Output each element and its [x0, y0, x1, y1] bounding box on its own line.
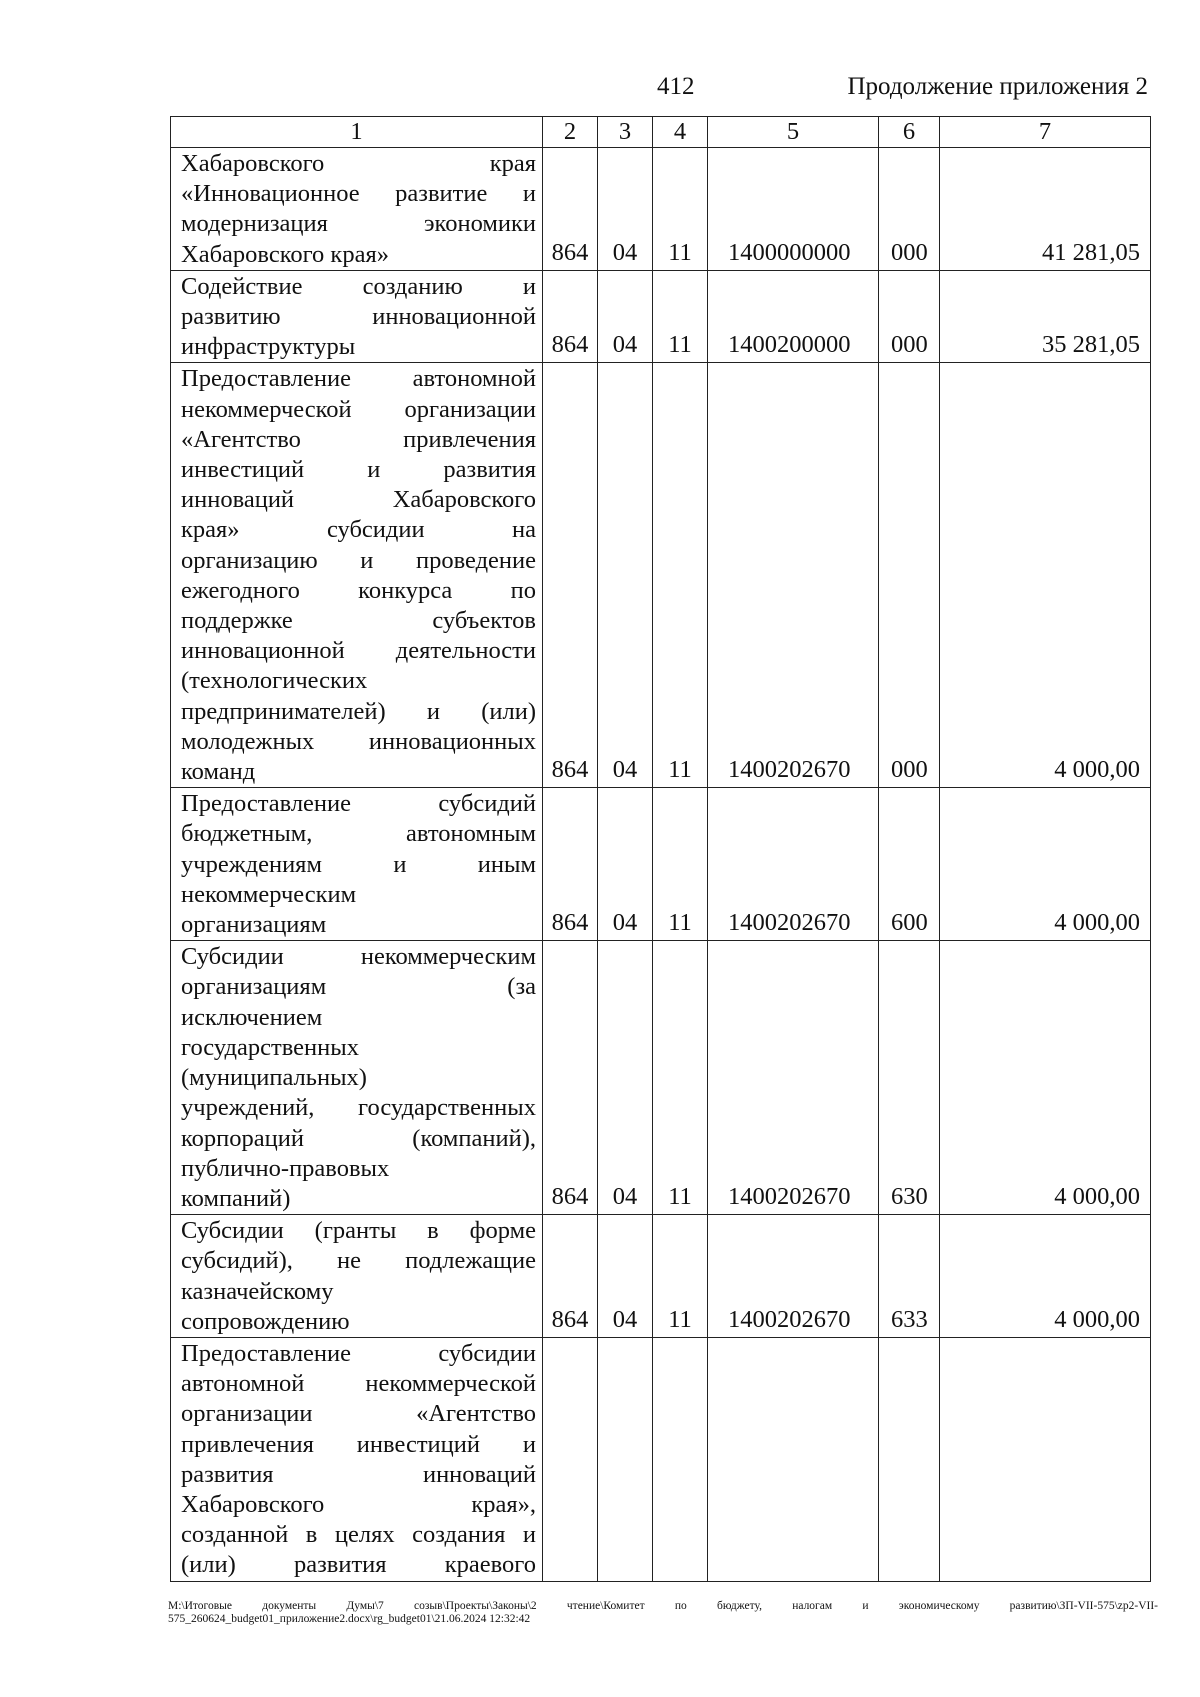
description-line: (муниципальных)	[181, 1064, 367, 1092]
target-article-code	[708, 1337, 879, 1581]
section-code: 04	[598, 363, 653, 788]
description-line: компаний)	[181, 1184, 291, 1212]
target-article-code: 1400000000	[708, 148, 879, 271]
admin-code: 864	[543, 941, 598, 1215]
description-line: организацию и проведение	[181, 546, 536, 574]
description-line: (технологических	[181, 667, 368, 695]
amount: 4 000,00	[940, 788, 1151, 941]
expense-type-code: 600	[879, 788, 940, 941]
table-row	[171, 788, 1151, 941]
footer-line: 575_260624_budget01_приложение2.docx\rg_budget01\21.06.2024 12:32:42	[168, 1613, 531, 1625]
amount: 4 000,00	[940, 1215, 1151, 1338]
target-article-code: 1400202670	[708, 788, 879, 941]
subsection-code: 11	[653, 148, 708, 271]
section-code: 04	[598, 270, 653, 363]
row-description	[171, 363, 543, 788]
description-line: молодежных инновационных	[181, 727, 536, 755]
footer-line: М:\Итоговые документы Думы\7 созыв\Проекты\Законы\2 чтение\Комитет по бюджету, налогам и экономическому развитию\ЗП-VII-575\zp2-VII-	[168, 1600, 1158, 1612]
description-line: публично-правовых	[181, 1154, 390, 1182]
amount: 4 000,00	[940, 363, 1151, 788]
description-line: «Инновационное развитие и	[181, 180, 536, 208]
description-line: Хабаровского края	[181, 150, 536, 177]
description-line: автономной некоммерческой	[181, 1370, 536, 1398]
description-line: инноваций Хабаровского	[181, 486, 536, 514]
description-line: исключением	[181, 1003, 323, 1031]
section-code: 04	[598, 788, 653, 941]
page-number: 412	[657, 73, 695, 100]
description-line: модернизация экономики	[181, 210, 536, 238]
amount: 4 000,00	[940, 941, 1151, 1215]
target-article-code: 1400202670	[708, 1215, 879, 1338]
admin-code: 864	[543, 270, 598, 363]
budget-table	[170, 116, 1151, 1582]
column-header: 4	[653, 117, 708, 148]
expense-type-code: 630	[879, 941, 940, 1215]
column-header: 7	[940, 117, 1151, 148]
description-line: Предоставление автономной	[181, 365, 536, 393]
row-description	[171, 788, 543, 941]
admin-code: 864	[543, 148, 598, 271]
section-code: 04	[598, 941, 653, 1215]
description-line: инфраструктуры	[181, 333, 356, 361]
admin-code	[543, 1337, 598, 1581]
description-line: сопровождению	[181, 1307, 350, 1335]
description-line: предпринимателей) и (или)	[181, 697, 536, 725]
column-header: 1	[171, 117, 543, 148]
column-header: 5	[708, 117, 879, 148]
description-line: некоммерческим	[181, 880, 357, 908]
table-row	[171, 148, 1151, 271]
description-line: организациям	[181, 911, 327, 939]
subsection-code: 11	[653, 1215, 708, 1338]
description-line: развитию инновационной	[181, 303, 536, 331]
description-line: организациям (за	[181, 973, 536, 1001]
target-article-code: 1400202670	[708, 363, 879, 788]
table-row	[171, 270, 1151, 363]
table-row	[171, 1215, 1151, 1338]
description-line: Субсидии (гранты в форме	[181, 1217, 536, 1245]
description-line: инновационной деятельности	[181, 637, 536, 665]
subsection-code: 11	[653, 363, 708, 788]
description-line: некоммерческой организации	[181, 395, 536, 423]
subsection-code: 11	[653, 941, 708, 1215]
section-code: 04	[598, 1215, 653, 1338]
section-code	[598, 1337, 653, 1581]
description-line: Содействие созданию и	[181, 272, 536, 300]
description-line: Предоставление субсидий	[181, 790, 536, 818]
description-line: Хабаровского края»,	[181, 1490, 536, 1518]
description-line: ежегодного конкурса по	[181, 576, 536, 604]
table-row	[171, 363, 1151, 788]
admin-code: 864	[543, 788, 598, 941]
description-line: развития инноваций	[181, 1460, 536, 1488]
row-description	[171, 1215, 543, 1338]
description-line: Субсидии некоммерческим	[181, 943, 536, 971]
expense-type-code: 633	[879, 1215, 940, 1338]
row-description	[171, 148, 543, 271]
admin-code: 864	[543, 1215, 598, 1338]
amount: 35 281,05	[940, 270, 1151, 363]
description-line: «Агентство привлечения	[181, 425, 536, 453]
column-header: 3	[598, 117, 653, 148]
description-line: корпораций (компаний),	[181, 1124, 536, 1152]
table-row	[171, 1337, 1151, 1581]
expense-type-code: 000	[879, 270, 940, 363]
description-line: инвестиций и развития	[181, 456, 536, 484]
table-row	[171, 941, 1151, 1215]
amount	[940, 1337, 1151, 1581]
continuation-title: Продолжение приложения 2	[847, 73, 1148, 100]
description-line: бюджетным, автономным	[181, 820, 536, 848]
file-path-footer	[168, 1600, 1158, 1626]
row-description	[171, 941, 543, 1215]
subsection-code: 11	[653, 788, 708, 941]
target-article-code: 1400200000	[708, 270, 879, 363]
target-article-code: 1400202670	[708, 941, 879, 1215]
expense-type-code	[879, 1337, 940, 1581]
subsection-code: 11	[653, 270, 708, 363]
expense-type-code: 000	[879, 363, 940, 788]
row-description	[171, 1337, 543, 1581]
description-line: края» субсидии на	[181, 516, 536, 544]
amount: 41 281,05	[940, 148, 1151, 271]
description-line: Хабаровского края»	[181, 240, 389, 268]
description-line: казначейскому	[181, 1277, 334, 1305]
description-line: учреждений, государственных	[181, 1094, 536, 1122]
row-description	[171, 270, 543, 363]
column-header: 2	[543, 117, 598, 148]
description-line: привлечения инвестиций и	[181, 1430, 536, 1458]
description-line: поддержке субъектов	[181, 607, 536, 635]
description-line: субсидий), не подлежащие	[181, 1247, 536, 1275]
description-line: команд	[181, 758, 256, 786]
description-line: организации «Агентство	[181, 1400, 536, 1428]
expense-type-code: 000	[879, 148, 940, 271]
subsection-code	[653, 1337, 708, 1581]
description-line: Предоставление субсидии	[181, 1339, 536, 1367]
column-header: 6	[879, 117, 940, 148]
section-code: 04	[598, 148, 653, 271]
description-line: (или) развития краевого	[181, 1551, 536, 1579]
table-header-row	[171, 117, 1151, 148]
admin-code: 864	[543, 363, 598, 788]
description-line: созданной в целях создания и	[181, 1521, 536, 1549]
description-line: учреждениям и иным	[181, 850, 536, 878]
description-line: государственных	[181, 1033, 359, 1061]
